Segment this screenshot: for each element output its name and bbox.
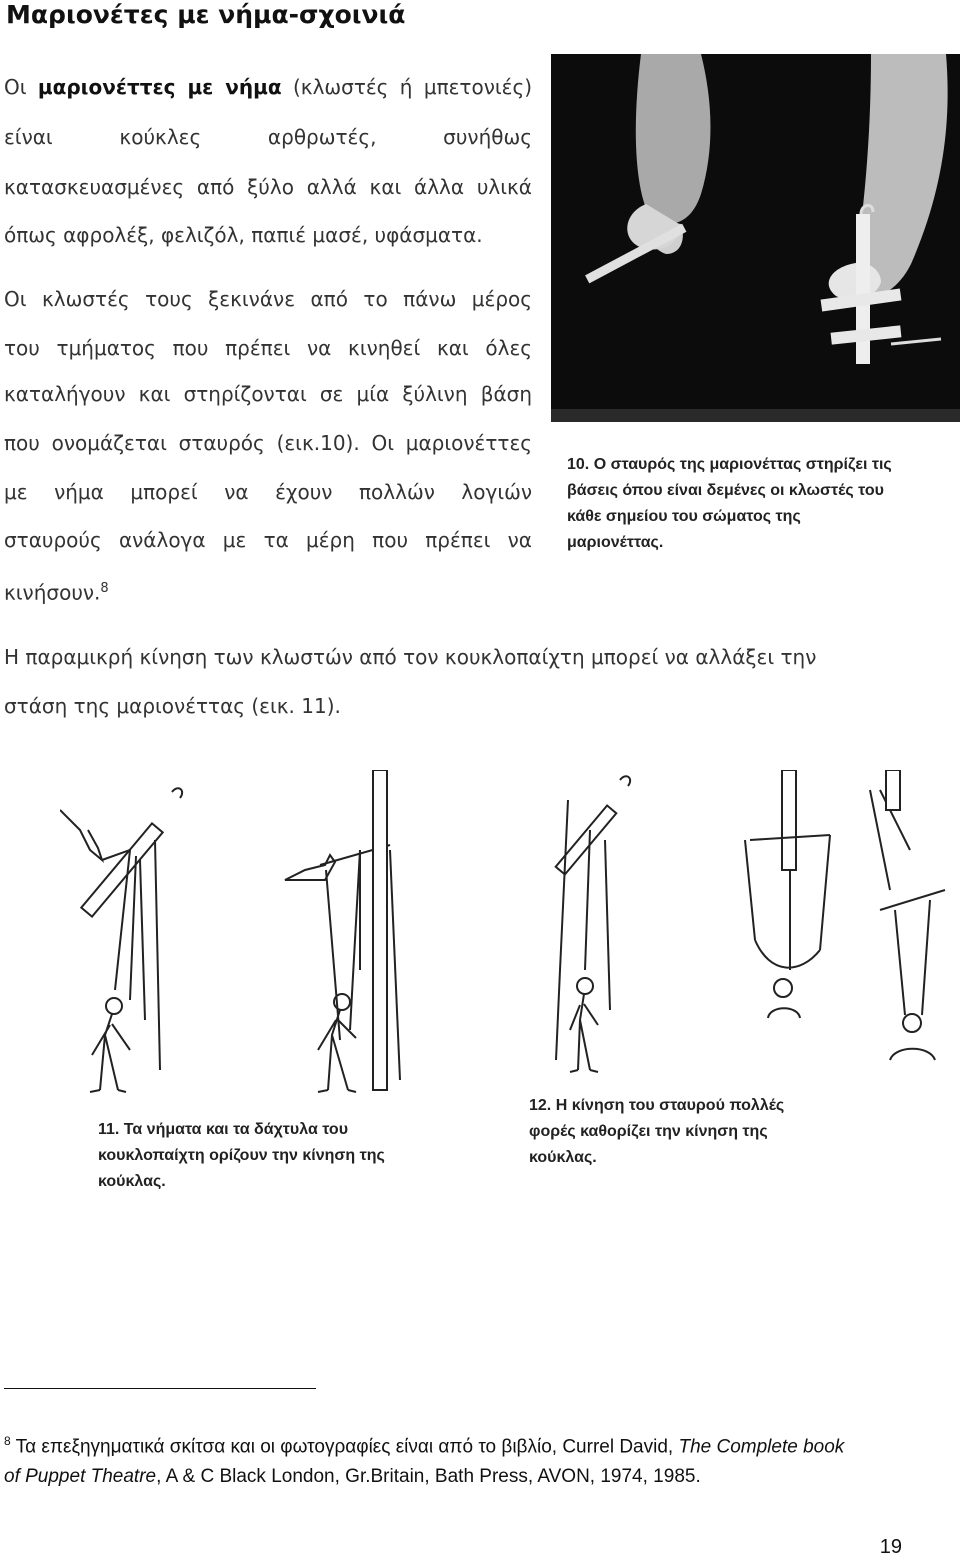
- photo-drawing: [551, 54, 960, 422]
- footnote-number: 8: [4, 1434, 11, 1448]
- paragraph-1-line-4: όπως αφρολέξ, φελιζόλ, παπιέ μασέ, υφάσματα.: [4, 223, 483, 247]
- footnote-line-2: [4, 1464, 924, 1490]
- caption-line: κούκλας.: [529, 1149, 597, 1166]
- page-title: Μαριονέτες με νήμα-σχοινιά: [6, 0, 406, 29]
- paragraph-1-line-2: είναι κούκλες αρθρωτές, συνήθως: [4, 125, 532, 149]
- paragraph-3-line-1: Η παραμικρή κίνηση των κλωστών από τον κουκλοπαίχτη μπορεί να αλλάξει την: [4, 645, 817, 669]
- caption-line: 10. Ο σταυρός της μαριονέττας στηρίζει τις: [567, 456, 892, 473]
- caption-line: κούκλας.: [98, 1173, 166, 1190]
- footnote-reference: 8: [100, 581, 109, 596]
- paragraph-1-line-1: [4, 62, 532, 112]
- paragraph-1-line-3: κατασκευασμένες από ξύλο αλλά και άλλα υλικά: [4, 175, 532, 199]
- caption-figure-11: [98, 1117, 385, 1195]
- footnote-line-1: [4, 1428, 924, 1460]
- figure-12-sketches: [550, 770, 950, 1090]
- figure-11-sketches: [60, 770, 420, 1100]
- paragraph-2-line-7: [4, 564, 109, 614]
- caption-line: 12. Η κίνηση του σταυρού πολλές: [529, 1097, 785, 1114]
- bold-term: μαριονέττες με νήμα: [37, 75, 282, 99]
- text: κινήσουν.: [4, 580, 101, 605]
- caption-line: βάσεις όπου είναι δεμένες οι κλωστές του: [567, 482, 884, 499]
- caption-line: κάθε σημείου του σώματος της: [567, 508, 801, 525]
- page-number: 19: [879, 1536, 902, 1558]
- paragraph-3-line-2: στάση της μαριονέττας (εικ. 11).: [4, 694, 341, 718]
- footnote-text: , A & C Black London, Gr.Britain, Bath Press, AVON, 1974, 1985.: [156, 1466, 701, 1488]
- caption-line: φορές καθορίζει την κίνηση της: [529, 1123, 768, 1140]
- paragraph-2-line-1: Οι κλωστές τους ξεκινάνε από το πάνω μέρος: [4, 287, 532, 311]
- caption-line: 11. Τα νήματα και τα δάχτυλα του: [98, 1121, 349, 1138]
- paragraph-2-line-6: σταυρούς ανάλογα με τα μέρη που πρέπει να: [4, 528, 532, 552]
- text-suffix: (κλωστές ή μπετονιές): [281, 75, 532, 99]
- caption-line: κουκλοπαίχτη ορίζουν την κίνηση της: [98, 1147, 385, 1164]
- paragraph-2-line-3: καταλήγουν και στηρίζονται σε μία ξύλινη βάση: [4, 382, 532, 406]
- book-title: The Complete book: [678, 1436, 845, 1458]
- paragraph-2-line-5: με νήμα μπορεί να έχουν πολλών λογιών: [4, 480, 532, 504]
- footnote: [4, 1428, 924, 1490]
- paragraph-2-line-4: που ονομάζεται σταυρός (εικ.10). Οι μαριονέττες: [4, 431, 532, 455]
- text-prefix: Οι: [4, 75, 38, 99]
- footnote-divider: [4, 1388, 316, 1389]
- paragraph-2-line-2: του τμήματος που πρέπει να κινηθεί και όλες: [4, 336, 532, 360]
- caption-figure-10: [567, 452, 892, 556]
- footnote-text: Τα επεξηγηματικά σκίτσα και οι φωτογραφίες είναι από το βιβλίο, Currel David,: [15, 1436, 679, 1458]
- cross-control-photo: [551, 54, 960, 422]
- book-title: of Puppet Theatre: [4, 1466, 157, 1488]
- caption-figure-12: [529, 1093, 784, 1171]
- caption-line: μαριονέττας.: [567, 534, 664, 551]
